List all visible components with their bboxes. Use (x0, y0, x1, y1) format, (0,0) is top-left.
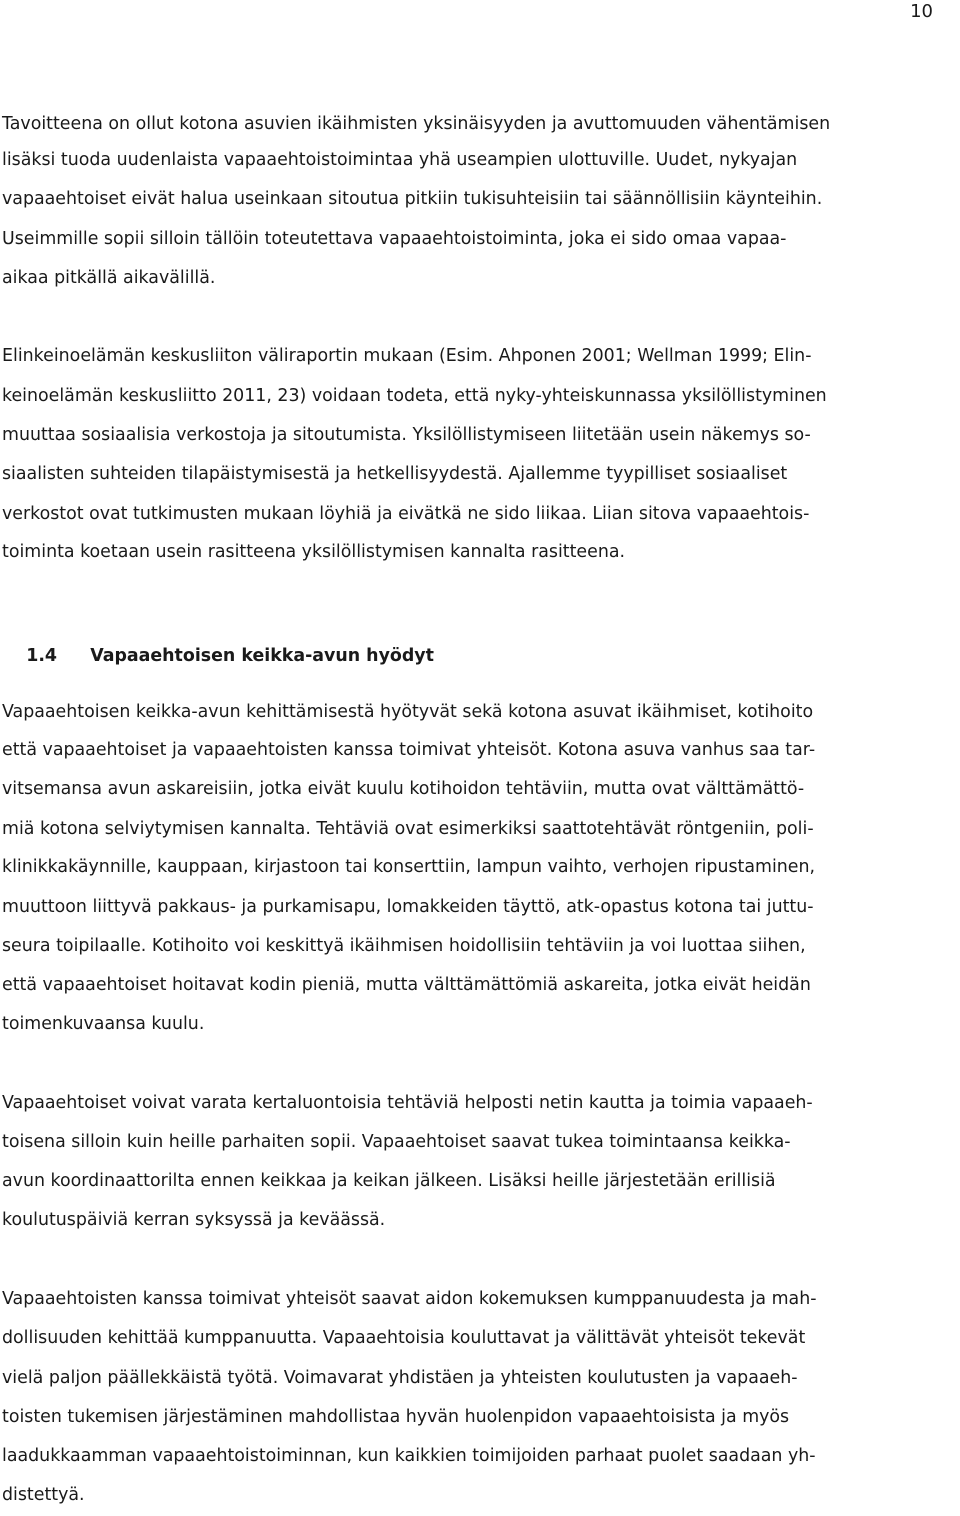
body-text-line: verkostot ovat tutkimusten mukaan löyhiä ja eivätkä ne sido liikaa. Liian sitova vapaaehtois- (2, 504, 810, 524)
body-text-line: Vapaaehtoisten kanssa toimivat yhteisöt saavat aidon kokemuksen kumppanuudesta ja mah- (2, 1289, 817, 1309)
page-number: 10 (910, 1, 933, 22)
body-text-line: keinoelämän keskusliitto 2011, 23) voidaan todeta, että nyky-yhteiskunnassa yksilöllistyminen (2, 386, 827, 406)
body-text-line: muuttaa sosiaalisia verkostoja ja sitoutumista. Yksilöllistymiseen liitetään usein näkemys so- (2, 425, 811, 445)
body-text-line: seura toipilaalle. Kotihoito voi keskittyä ikäihmisen hoidollisiin tehtäviin ja voi luottaa siihen, (2, 936, 806, 956)
body-text-line: toimenkuvaansa kuulu. (2, 1014, 205, 1034)
body-text-line: klinikkakäynnille, kauppaan, kirjastoon tai konserttiin, lampun vaihto, verhojen ripustaminen, (2, 857, 816, 877)
body-text-line: toisena silloin kuin heille parhaiten sopii. Vapaaehtoiset saavat tukea toimintaansa keikka- (2, 1132, 791, 1152)
body-text-line: Vapaaehtoisen keikka-avun kehittämisestä hyötyvät sekä kotona asuvat ikäihmiset, kotihoito (2, 702, 814, 722)
body-text-line: toiminta koetaan usein rasitteena yksilöllistymisen kannalta rasitteena. (2, 542, 626, 562)
body-text-line: avun koordinaattorilta ennen keikkaa ja keikan jälkeen. Lisäksi heille järjestetään erillisiä (2, 1171, 776, 1191)
body-text-line: lisäksi tuoda uudenlaista vapaaehtoistoimintaa yhä useampien ulottuville. Uudet, nykyajan (2, 150, 798, 170)
section-title: Vapaaehtoisen keikka-avun hyödyt (90, 646, 434, 666)
section-number: 1.4 (26, 646, 58, 666)
body-text-line: Tavoitteena on ollut kotona asuvien ikäihmisten yksinäisyyden ja avuttomuuden vähentämisen (2, 114, 831, 134)
body-text-line: että vapaaehtoiset ja vapaaehtoisten kanssa toimivat yhteisöt. Kotona asuva vanhus saa tar- (2, 740, 816, 760)
body-text-line: Elinkeinoelämän keskusliiton väliraportin mukaan (Esim. Ahponen 2001; Wellman 1999; Elin- (2, 346, 812, 366)
body-text-line: miä kotona selviytymisen kannalta. Tehtäviä ovat esimerkiksi saattotehtävät röntgeniin, poli- (2, 819, 814, 839)
body-text-line: muuttoon liittyvä pakkaus- ja purkamisapu, lomakkeiden täyttö, atk-opastus kotona tai juttu- (2, 897, 814, 917)
body-text-line: vitsemansa avun askareisiin, jotka eivät kuulu kotihoidon tehtäviin, mutta ovat välttämättö- (2, 779, 805, 799)
body-text-line: distettyä. (2, 1485, 85, 1505)
body-text-line: aikaa pitkällä aikavälillä. (2, 268, 216, 288)
section-heading (2, 620, 434, 692)
body-text-line: että vapaaehtoiset hoitavat kodin pieniä, mutta välttämättömiä askareita, jotka eivät heidän (2, 975, 811, 995)
body-text-line: siaalisten suhteiden tilapäistymisestä ja hetkellisyydestä. Ajallemme tyypilliset sosiaaliset (2, 464, 788, 484)
body-text-line: vapaaehtoiset eivät halua useinkaan sitoutua pitkiin tukisuhteisiin tai säännöllisiin käynteihin. (2, 189, 823, 209)
body-text-line: laadukkaamman vapaaehtoistoiminnan, kun kaikkien toimijoiden parhaat puolet saadaan yh- (2, 1446, 816, 1466)
body-text-line: toisten tukemisen järjestäminen mahdollistaa hyvän huolenpidon vapaaehtoisista ja myös (2, 1407, 790, 1427)
body-text-line: Useimmille sopii silloin tällöin toteutettava vapaaehtoistoiminta, joka ei sido omaa vapaa- (2, 229, 787, 249)
body-text-line: koulutuspäiviä kerran syksyssä ja keväässä. (2, 1210, 386, 1230)
body-text-line: Vapaaehtoiset voivat varata kertaluontoisia tehtäviä helposti netin kautta ja toimia vapaaeh- (2, 1093, 813, 1113)
body-text-line: dollisuuden kehittää kumppanuutta. Vapaaehtoisia kouluttavat ja välittävät yhteisöt tekevät (2, 1328, 806, 1348)
body-text-line: vielä paljon päällekkäistä työtä. Voimavarat yhdistäen ja yhteisten koulutusten ja vapaaeh- (2, 1368, 798, 1388)
